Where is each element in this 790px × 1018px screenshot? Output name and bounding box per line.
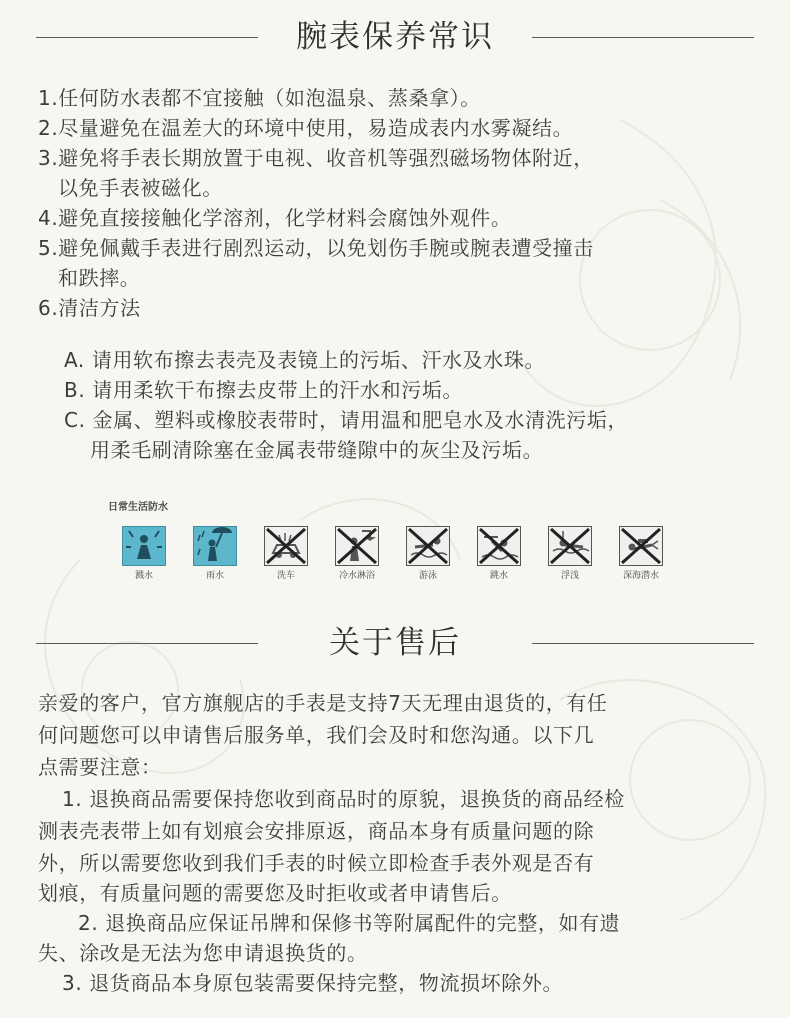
- care-item-5: 5.避免佩戴手表进行剧烈运动，以免划伤手腕或腕表遭受撞击: [38, 236, 594, 260]
- section-title-watch-care: 腕表保养常识: [296, 19, 494, 55]
- water-resistance-caption: 日常生活防水: [108, 502, 168, 513]
- section-header-watch-care: [36, 14, 754, 60]
- care-item-4: 4.避免直接接触化学溶剂，化学材料会腐蚀外观件。: [38, 206, 512, 230]
- rain-icon: [193, 526, 237, 566]
- after-sales-item-1-line-4: 划痕，有质量问题的需要您及时拒收或者申请售后。: [38, 881, 512, 905]
- section-title-after-sales: 关于售后: [329, 625, 461, 661]
- splash-icon: [122, 526, 166, 566]
- cleaning-item-a: A. 请用软布擦去表壳及表镜上的污垢、汗水及水珠。: [64, 348, 546, 372]
- care-item-3-continued: 以免手表被磁化。: [58, 176, 223, 200]
- shower-icon: [335, 526, 379, 566]
- care-item-3: 3.避免将手表长期放置于电视、收音机等强烈磁场物体附近，: [38, 146, 594, 170]
- water-icon-cell-deep-sea-diving: [619, 526, 663, 582]
- care-item-6: 6.清洁方法: [38, 296, 141, 320]
- cleaning-item-b: B. 请用柔软干布擦去皮带上的汗水和污垢。: [64, 378, 464, 402]
- water-icon-cell-rain: [193, 526, 237, 582]
- after-sales-line-1: 亲爱的客户，官方旗舰店的手表是支持7天无理由退货的，有任: [38, 691, 608, 715]
- after-sales-item-2: 2. 退换商品应保证吊牌和保修书等附属配件的完整，如有遗: [78, 911, 621, 935]
- water-icon-cell-diving: [477, 526, 521, 582]
- cleaning-item-c: C. 金属、塑料或橡胶表带时，请用温和肥皂水及水清洗污垢，: [64, 408, 629, 432]
- icon-label-shower: 冷水淋浴: [338, 571, 375, 581]
- water-icon-cell-snorkeling: [548, 526, 592, 582]
- header-rule-right: [532, 643, 754, 644]
- diving-icon: [477, 526, 521, 566]
- after-sales-item-2-line-2: 失、涂改是无法为您申请退换货的。: [38, 941, 368, 965]
- deep-sea-diving-icon: [619, 526, 663, 566]
- car-wash-icon: [264, 526, 308, 566]
- water-icon-cell-shower: [335, 526, 379, 582]
- icon-label-diving: 跳水: [489, 571, 508, 581]
- after-sales-item-1-line-2: 测表壳表带上如有划痕会安排原返，商品本身有质量问题的除: [38, 819, 595, 843]
- icon-label-car-wash: 洗车: [276, 571, 295, 581]
- icon-label-deep-sea-diving: 深海潜水: [622, 571, 659, 581]
- water-icon-cell-swimming: [406, 526, 450, 582]
- after-sales-line-2: 何问题您可以申请售后服务单，我们会及时和您沟通。以下几: [38, 723, 595, 747]
- after-sales-line-3: 点需要注意：: [38, 755, 162, 779]
- section-header-after-sales: [36, 620, 754, 666]
- water-icon-cell-splash: [122, 526, 166, 582]
- after-sales-item-1: 1. 退换商品需要保持您收到商品时的原貌，退换货的商品经检: [62, 787, 625, 811]
- water-icon-cell-car-wash: [264, 526, 308, 582]
- after-sales-item-1-line-3: 外，所以需要您收到我们手表的时候立即检查手表外观是否有: [38, 851, 595, 875]
- care-item-1: 1.任何防水表都不宜接触（如泡温泉、蒸桑拿）。: [38, 86, 481, 110]
- icon-label-rain: 雨水: [205, 571, 224, 581]
- care-item-2: 2.尽量避免在温差大的环境中使用，易造成表内水雾凝结。: [38, 116, 574, 140]
- icon-label-splash: 溅水: [134, 571, 153, 581]
- after-sales-item-3: 3. 退货商品本身原包装需要保持完整，物流损坏除外。: [62, 971, 564, 995]
- snorkeling-icon: [548, 526, 592, 566]
- icon-label-snorkeling: 浮浅: [560, 571, 579, 581]
- cleaning-item-c-continued: 用柔毛刷清除塞在金属表带缝隙中的灰尘及污垢。: [90, 438, 544, 462]
- swimming-icon: [406, 526, 450, 566]
- icon-label-swimming: 游泳: [418, 571, 437, 581]
- care-item-5-continued: 和跌摔。: [58, 266, 141, 290]
- header-rule-right: [532, 37, 754, 38]
